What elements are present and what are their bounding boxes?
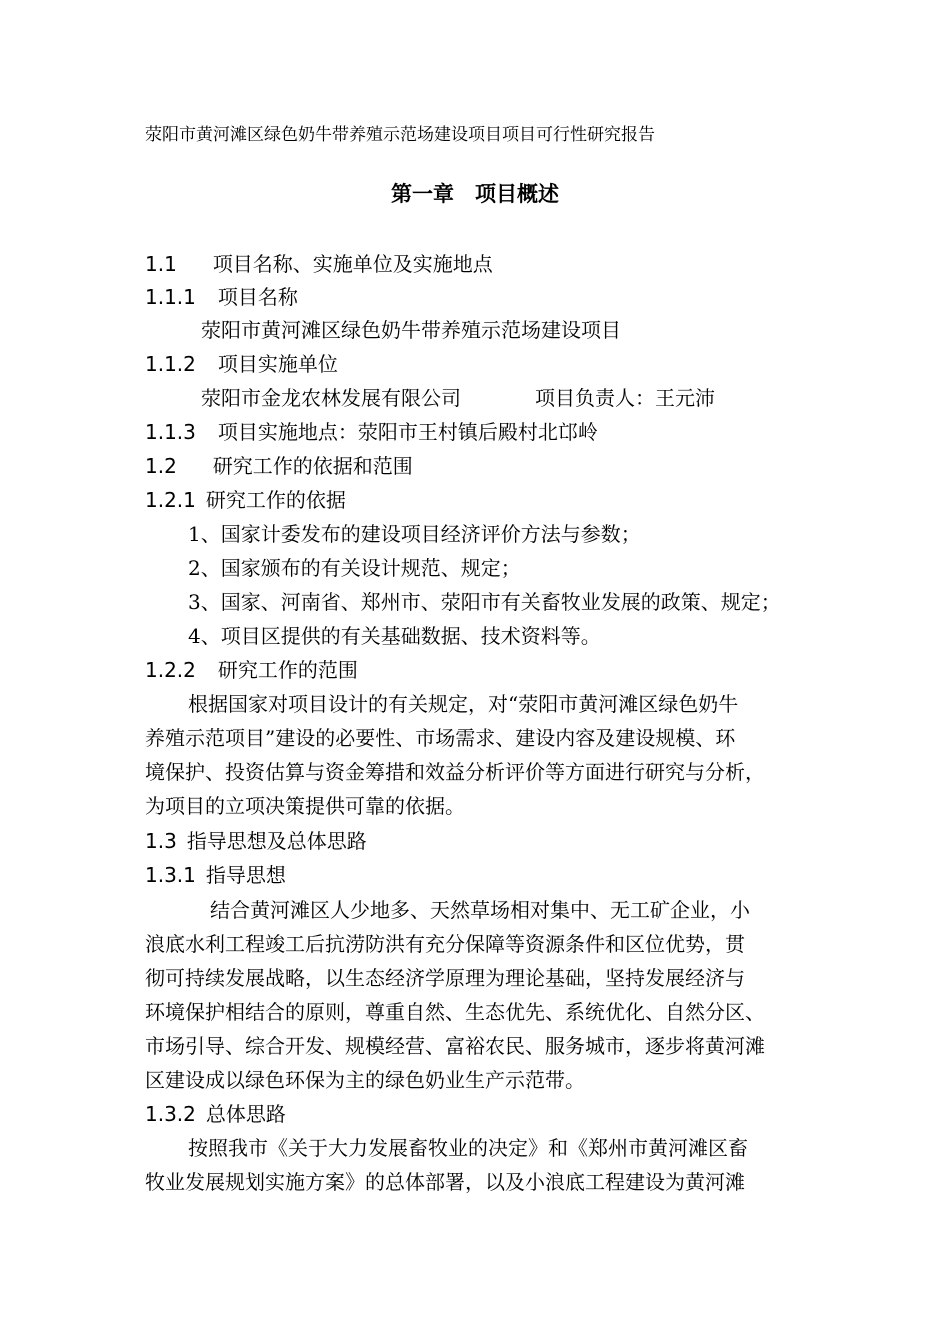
section-title: 研究工作的依据 — [205, 488, 346, 512]
scope-paragraph-line: 根据国家对项目设计的有关规定，对“荥阳市黄河滩区绿色奶牛 — [188, 692, 739, 716]
section-title: 总体思路 — [205, 1102, 286, 1126]
section-title: 研究工作的范围 — [217, 658, 358, 682]
basis-item: 4、项目区提供的有关基础数据、技术资料等。 — [188, 624, 601, 648]
section-1-3-2 — [145, 1104, 286, 1124]
implementing-org: 荥阳市金龙农林发展有限公司 — [201, 386, 461, 410]
section-1-2 — [145, 456, 413, 476]
overall-paragraph-line: 牧业发展规划实施方案》的总体部署，以及小浪底工程建设为黄河滩 — [145, 1170, 745, 1194]
guiding-paragraph-line: 环境保护相结合的原则，尊重自然、生态优先、系统优化、自然分区、 — [145, 1000, 765, 1024]
section-number: 1.1.2 — [145, 352, 196, 376]
section-number: 1.2.2 — [145, 658, 196, 682]
section-number: 1.1 — [145, 252, 177, 276]
section-1-3 — [145, 831, 367, 851]
section-1-1-2 — [145, 354, 338, 374]
section-number: 1.2 — [145, 454, 177, 478]
section-title: 指导思想及总体思路 — [186, 829, 367, 853]
section-title: 研究工作的依据和范围 — [212, 454, 413, 478]
section-number: 1.3.1 — [145, 863, 196, 887]
section-number: 1.3 — [145, 829, 177, 853]
project-leader: 项目负责人：王元沛 — [535, 386, 715, 410]
project-name-text: 荥阳市黄河滩区绿色奶牛带养殖示范场建设项目 — [201, 318, 621, 342]
chapter-title: 第一章 项目概述 — [391, 182, 559, 206]
basis-item: 2、国家颁布的有关设计规范、规定； — [188, 556, 521, 580]
guiding-paragraph-line: 市场引导、综合开发、规模经营、富裕农民、服务城市，逐步将黄河滩 — [145, 1034, 765, 1058]
scope-paragraph-line: 为项目的立项决策提供可靠的依据。 — [145, 794, 465, 818]
section-1-1 — [145, 254, 493, 274]
guiding-paragraph-line: 结合黄河滩区人少地多、天然草场相对集中、无工矿企业，小 — [210, 898, 750, 922]
section-title: 项目实施地点：荥阳市王村镇后殿村北邙岭 — [217, 420, 598, 444]
guiding-paragraph-line: 浪底水利工程竣工后抗涝防洪有充分保障等资源条件和区位优势，贯 — [145, 932, 745, 956]
section-1-3-1 — [145, 865, 286, 885]
running-header: 荥阳市黄河滩区绿色奶牛带养殖示范场建设项目项目可行性研究报告 — [145, 125, 655, 145]
guiding-paragraph-line: 彻可持续发展战略，以生态经济学原理为理论基础，坚持发展经济与 — [145, 966, 745, 990]
section-title: 项目名称 — [217, 285, 298, 309]
guiding-paragraph-line: 区建设成以绿色环保为主的绿色奶业生产示范带。 — [145, 1068, 585, 1092]
section-1-2-1 — [145, 490, 346, 510]
section-title: 项目实施单位 — [217, 352, 338, 376]
section-1-2-2 — [145, 660, 358, 680]
section-title: 指导思想 — [205, 863, 286, 887]
section-title: 项目名称、实施单位及实施地点 — [212, 252, 493, 276]
scope-paragraph-line: 养殖示范项目”建设的必要性、市场需求、建设内容及建设规模、环 — [145, 726, 736, 750]
overall-paragraph-line: 按照我市《关于大力发展畜牧业的决定》和《郑州市黄河滩区畜 — [188, 1136, 748, 1160]
section-number: 1.1.3 — [145, 420, 196, 444]
section-number: 1.2.1 — [145, 488, 196, 512]
section-1-1-1 — [145, 287, 298, 307]
section-1-1-3 — [145, 422, 598, 442]
basis-item: 1、国家计委发布的建设项目经济评价方法与参数； — [188, 522, 641, 546]
section-number: 1.3.2 — [145, 1102, 196, 1126]
section-number: 1.1.1 — [145, 285, 196, 309]
basis-item: 3、国家、河南省、郑州市、荥阳市有关畜牧业发展的政策、规定； — [188, 590, 781, 614]
scope-paragraph-line: 境保护、投资估算与资金筹措和效益分析评价等方面进行研究与分析， — [145, 760, 765, 784]
